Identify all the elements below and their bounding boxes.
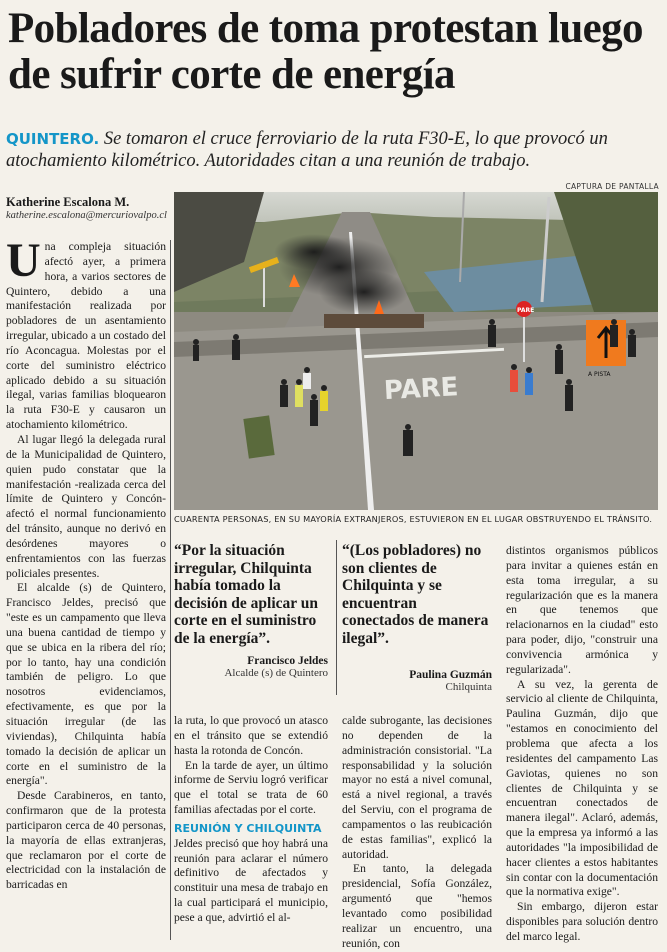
paragraph: calde subrogante, las decisiones no dependen de la administración consistorial. "La responsabilidad y la solución mayor no está a nivel comunal, está a nivel regional, a través del Serviu, con el programa de campamentos o las reubicación de estas familias", explicó la autoridad. [342, 714, 492, 861]
byline-email[interactable]: katherine.escalona@mercuriovalpo.cl [6, 210, 167, 221]
paragraph: Jeldes precisó que hoy habrá una reunión para aclarar el número definitivo de afectados y constituir una mesa de trabajo en la cual participará el municipio, pese a que, advirtió el al- [174, 836, 328, 924]
photo-credit: CAPTURA DE PANTALLA [565, 182, 659, 191]
sign-text-2: A PISTA [588, 371, 611, 378]
paragraph: la ruta, lo que provocó un atasco en el tránsito que se extendió hasta la rotonda de Concón. [174, 714, 328, 757]
article-column-3 [342, 714, 492, 952]
article-column-1 [6, 234, 166, 893]
paragraph: A su vez, la gerenta de servicio al cliente de Chilquinta, Paulina Guzmán, dijo que "estamos en conocimiento del problema que afecta a los residentes del campamento Las Gaviotas, quienes no son clientes de Chilquinta y se encuentran conectados de manera ilegal". Aclaró, además, que la empresa ya informó a las autoridades "la imposibilidad de hacer clientes a estos habitantes sin contar con la documentación que la normativa exige". [506, 677, 658, 899]
road-marking: PARE [383, 372, 460, 407]
column-divider [170, 240, 171, 940]
article-column-4 [506, 544, 658, 945]
deck [6, 128, 661, 172]
pull-quote-text: “Por la situación irregular, Chilquinta había tomado la decisión de aplicar un corte en el suministro de la energía”. [174, 542, 318, 647]
pull-quote-name: Paulina Guzmán [409, 669, 492, 681]
paragraph: Desde Carabineros, en tanto, confirmaron que de la protesta participaron cerca de 40 personas, la mayoría de ellas extranjeras, que reclamaron por el corte de electricidad con la instalación de barricadas en [6, 789, 166, 892]
deck-text: Se tomaron el cruce ferroviario de la ruta F30-E, lo que provocó un atochamiento kilométrico. Autoridades citan a una reunión de trabajo. [6, 129, 608, 171]
section-subhead: REUNIÓN Y CHILQUINTA [174, 821, 322, 835]
pull-quote-role: Chilquinta [445, 681, 492, 693]
pull-quote-2 [342, 542, 492, 693]
news-photo [174, 192, 658, 510]
pull-quote-name: Francisco Jeldes [247, 655, 328, 667]
pull-quote-1 [174, 542, 328, 679]
sign-text: PARE [517, 307, 535, 314]
headline: Pobladores de toma protestan luego de sufrir corte de energía [8, 5, 643, 98]
paragraph: Una compleja situación afectó ayer, a primera hora, a varios sectores de Quintero, debido a una manifestación realizada por pobladores de un asentamiento irregular, ubicado a un costado del río Aconcagua. Molestas por el corte del suministro eléctrico aplicado debido a su situación ilegal, varias familias bloquearon la ruta F30-E y causaron un atochamiento kilométrico. [6, 234, 166, 432]
pull-quote-role: Alcalde (s) de Quintero [224, 667, 328, 679]
paragraph: Sin embargo, dijeron estar disponibles para solución dentro del marco legal. [506, 900, 658, 943]
byline [6, 195, 166, 221]
road-protest-photo [174, 192, 658, 510]
paragraph: distintos organismos públicos para invitar a quienes están en esta toma irregular, a su regularización que es la manera en que tenemos que relacionarnos en la ciudad" esto para poder, dijo, "construir una convivencia armónica y regularizada". [506, 544, 658, 676]
dropcap: U [6, 234, 41, 287]
paragraph: En tanto, la delegada presidencial, Sofía González, argumentó que "hemos levantado como posibilidad realizar un encuentro, una reunión, con [342, 862, 492, 950]
deck-kicker: QUINTERO. [6, 130, 100, 148]
column-divider [336, 540, 337, 695]
photo-caption: CUARENTA PERSONAS, EN SU MAYORÍA EXTRANJEROS, ESTUVIERON EN EL LUGAR OBSTRUYENDO EL TRÁNSITO. [174, 514, 653, 524]
byline-name: Katherine Escalona M. [6, 195, 130, 209]
paragraph: En la tarde de ayer, un último informe de Serviu logró verificar que el total se trata de 60 familias afectadas por el corte. [174, 758, 328, 817]
pull-quote-text: “(Los pobladores) no son clientes de Chilquinta y se encuentran conectados de manera ilegal”. [342, 542, 489, 647]
paragraph: El alcalde (s) de Quintero, Francisco Jeldes, precisó que "este es un campamento que lleva una buena cantidad de tiempo y que se ubica en la ribera del río; por lo tanto, hay una condición también de peligro. Lo que nosotros evidenciamos, efectivamente, es que por la situación irregular (de las viviendas), Chilquinta había tomado la decisión de aplicar un corte en el suministro de la energía". [6, 581, 166, 788]
article-column-2 [174, 714, 328, 926]
paragraph: Al lugar llegó la delegada rural de la Municipalidad de Quintero, quien pudo constatar que la manifestación -realizada cerca del límite de Quintero y Concón- afectó el normal funcionamiento del tránsito, aunque no derivó en desórdenes mayores o enfrentamientos con las fuerzas policiales presentes. [6, 432, 166, 580]
